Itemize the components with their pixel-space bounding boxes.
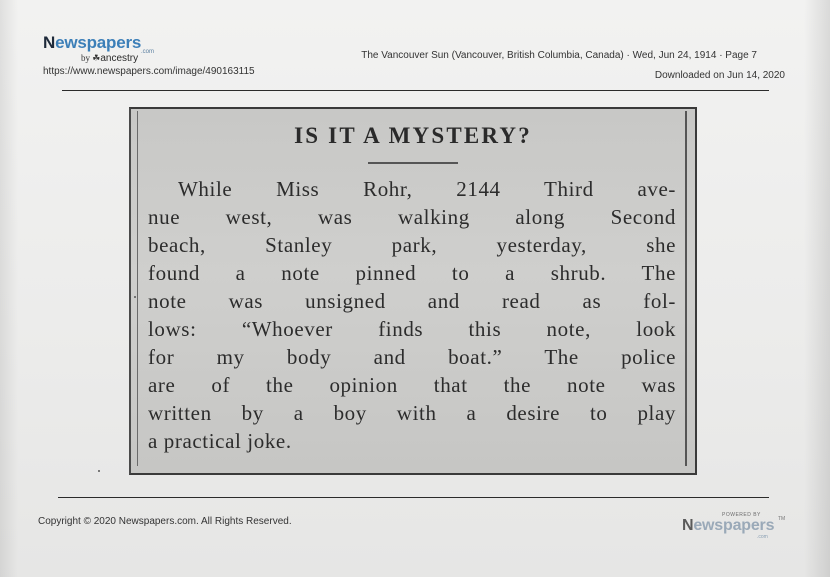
article-line: lows: “Whoever finds this note, look <box>148 317 676 341</box>
header-divider <box>62 90 769 91</box>
copyright-notice: Copyright © 2020 Newspapers.com. All Rights Reserved. <box>38 516 292 527</box>
clipping-column-rule-left <box>137 111 138 466</box>
powered-by-label: POWERED BY <box>722 512 761 518</box>
newspapers-logo[interactable] <box>43 33 173 64</box>
article-line: While Miss Rohr, 2144 Third ave- <box>178 177 676 201</box>
footer-logo-domain: .com <box>757 534 768 540</box>
powered-by-newspapers-logo[interactable] <box>682 512 792 538</box>
logo-parent: ancestry <box>100 53 139 64</box>
article-line: note was unsigned and read as fol- <box>148 289 676 313</box>
article-line: a practical joke. <box>148 429 292 453</box>
article-line: for my body and boat.” The police <box>148 345 676 369</box>
newspaper-clipping <box>129 107 697 475</box>
footer-wordmark <box>682 517 774 535</box>
clipping-headline: IS IT A MYSTERY? <box>294 123 532 148</box>
article-line: written by a boy with a desire to play <box>148 401 676 425</box>
logo-name: ewspapers <box>55 33 142 52</box>
download-date: Downloaded on Jun 14, 2020 <box>654 70 785 81</box>
article-line: are of the opinion that the note was <box>148 373 676 397</box>
clipping-article <box>148 175 676 455</box>
footer-logo-name: ewspapers <box>693 517 775 534</box>
article-line: nue west, was walking along Second <box>148 205 676 229</box>
print-speck <box>98 470 100 472</box>
image-url[interactable]: https://www.newspapers.com/image/490163115 <box>43 66 255 77</box>
ancestry-leaf-icon: ☘ <box>92 53 101 63</box>
article-line: found a note pinned to a shrub. The <box>148 261 676 285</box>
article-line: beach, Stanley park, yesterday, she <box>148 233 676 257</box>
headline-rule <box>368 162 458 164</box>
logo-domain: .com <box>141 49 155 55</box>
footer-divider <box>58 497 769 498</box>
print-speck <box>134 296 136 298</box>
clipping-column-rule-right <box>685 111 687 466</box>
logo-byline <box>81 53 138 64</box>
logo-by: by <box>81 53 90 63</box>
source-citation: The Vancouver Sun (Vancouver, British Columbia, Canada) · Wed, Jun 24, 1914 · Page 7 <box>361 50 757 61</box>
footer-logo-initial: N <box>682 517 694 534</box>
trademark-mark: TM <box>778 516 786 522</box>
logo-initial: N <box>43 33 56 52</box>
